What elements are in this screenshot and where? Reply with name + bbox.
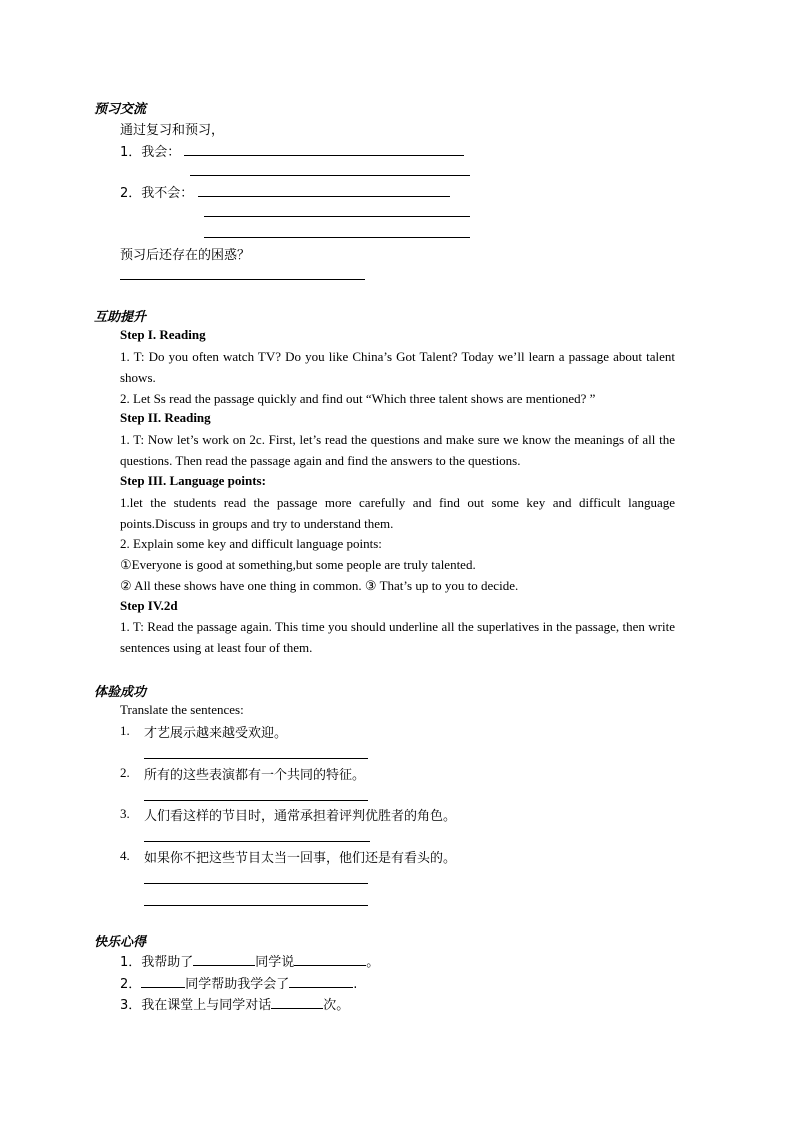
reflection-text: 。 bbox=[366, 955, 380, 970]
fill-blank[interactable] bbox=[289, 974, 353, 988]
preview-intro: 通过复习和预习， bbox=[120, 123, 225, 138]
fill-blank[interactable] bbox=[271, 995, 323, 1009]
answer-line[interactable] bbox=[144, 883, 368, 884]
fill-blank[interactable] bbox=[294, 952, 366, 966]
answer-line[interactable] bbox=[144, 800, 368, 801]
answer-line[interactable] bbox=[144, 841, 370, 842]
section-heading-experience: 体验成功 bbox=[94, 684, 147, 699]
answer-line[interactable] bbox=[198, 196, 450, 197]
item-number: 3. bbox=[120, 806, 130, 821]
reflection-line-1 bbox=[120, 951, 379, 970]
sentence-to-translate: 所有的这些表演都有一个共同的特征。 bbox=[144, 768, 366, 783]
reflection-text: 2． bbox=[120, 977, 142, 992]
paragraph: 1. T: Now let’s work on 2c. First, let’s read the questions and make sure we know the meanings of all the questions. Then read the passage again and find the answers to the questions. bbox=[120, 432, 675, 468]
reflection-text: 3．我在课堂上与同学对话 bbox=[120, 998, 272, 1013]
answer-line[interactable] bbox=[204, 237, 470, 238]
answer-line[interactable] bbox=[120, 279, 365, 280]
answer-line[interactable] bbox=[204, 216, 470, 217]
answer-line[interactable] bbox=[184, 155, 464, 156]
reflection-text: 同学说 bbox=[255, 955, 295, 970]
reflection-line-2 bbox=[120, 973, 357, 992]
reflection-text: . bbox=[353, 977, 358, 992]
fill-blank[interactable] bbox=[193, 952, 255, 966]
preview-item-can: 1．我会： bbox=[120, 145, 181, 160]
step-title: Step III. Language points: bbox=[120, 473, 266, 488]
sentence-to-translate: 才艺展示越来越受欢迎。 bbox=[144, 726, 288, 741]
sentence-to-translate: 人们看这样的节目时，通常承担着评判优胜者的角色。 bbox=[144, 809, 457, 824]
paragraph: 2. Let Ss read the passage quickly and find out “Which three talent shows are mentioned? ” bbox=[120, 391, 596, 406]
paragraph: ①Everyone is good at something,but some people are truly talented. bbox=[120, 557, 476, 572]
answer-line[interactable] bbox=[144, 905, 368, 906]
paragraph: 1. T: Do you often watch TV? Do you like China’s Got Talent? Today we’ll learn a passage about talent shows. bbox=[120, 349, 675, 385]
reflection-text: 同学帮助我学会了 bbox=[185, 977, 290, 992]
paragraph: 1.let the students read the passage more carefully and find out some key and difficult language points.Discuss in groups and try to understand them. bbox=[120, 495, 675, 531]
item-number: 4. bbox=[120, 848, 130, 863]
step-title: Step II. Reading bbox=[120, 410, 211, 425]
experience-intro: Translate the sentences: bbox=[120, 702, 244, 717]
preview-item-cannot: 2．我不会： bbox=[120, 186, 194, 201]
reflection-text: 次。 bbox=[323, 998, 350, 1013]
section-heading-happy: 快乐心得 bbox=[94, 934, 147, 949]
reflection-line-3 bbox=[120, 994, 349, 1013]
section-heading-mutual: 互助提升 bbox=[94, 309, 147, 324]
answer-line[interactable] bbox=[190, 175, 470, 176]
paragraph: 2. Explain some key and difficult language points: bbox=[120, 536, 382, 551]
reflection-text: 1．我帮助了 bbox=[120, 955, 194, 970]
preview-question: 预习后还存在的困惑？ bbox=[120, 248, 251, 263]
sentence-to-translate: 如果你不把这些节目太当一回事，他们还是有看头的。 bbox=[144, 851, 457, 866]
item-number: 2. bbox=[120, 765, 130, 780]
paragraph: 1. T: Read the passage again. This time you should underline all the superlatives in the passage, then write sentences using at least four of them. bbox=[120, 619, 675, 655]
paragraph: ② All these shows have one thing in common. ③ That’s up to you to decide. bbox=[120, 578, 519, 593]
step-title: Step IV.2d bbox=[120, 598, 178, 613]
section-heading-preview: 预习交流 bbox=[94, 101, 147, 116]
fill-blank[interactable] bbox=[141, 974, 185, 988]
step-title: Step I. Reading bbox=[120, 327, 206, 342]
answer-line[interactable] bbox=[144, 758, 368, 759]
item-number: 1. bbox=[120, 723, 130, 738]
